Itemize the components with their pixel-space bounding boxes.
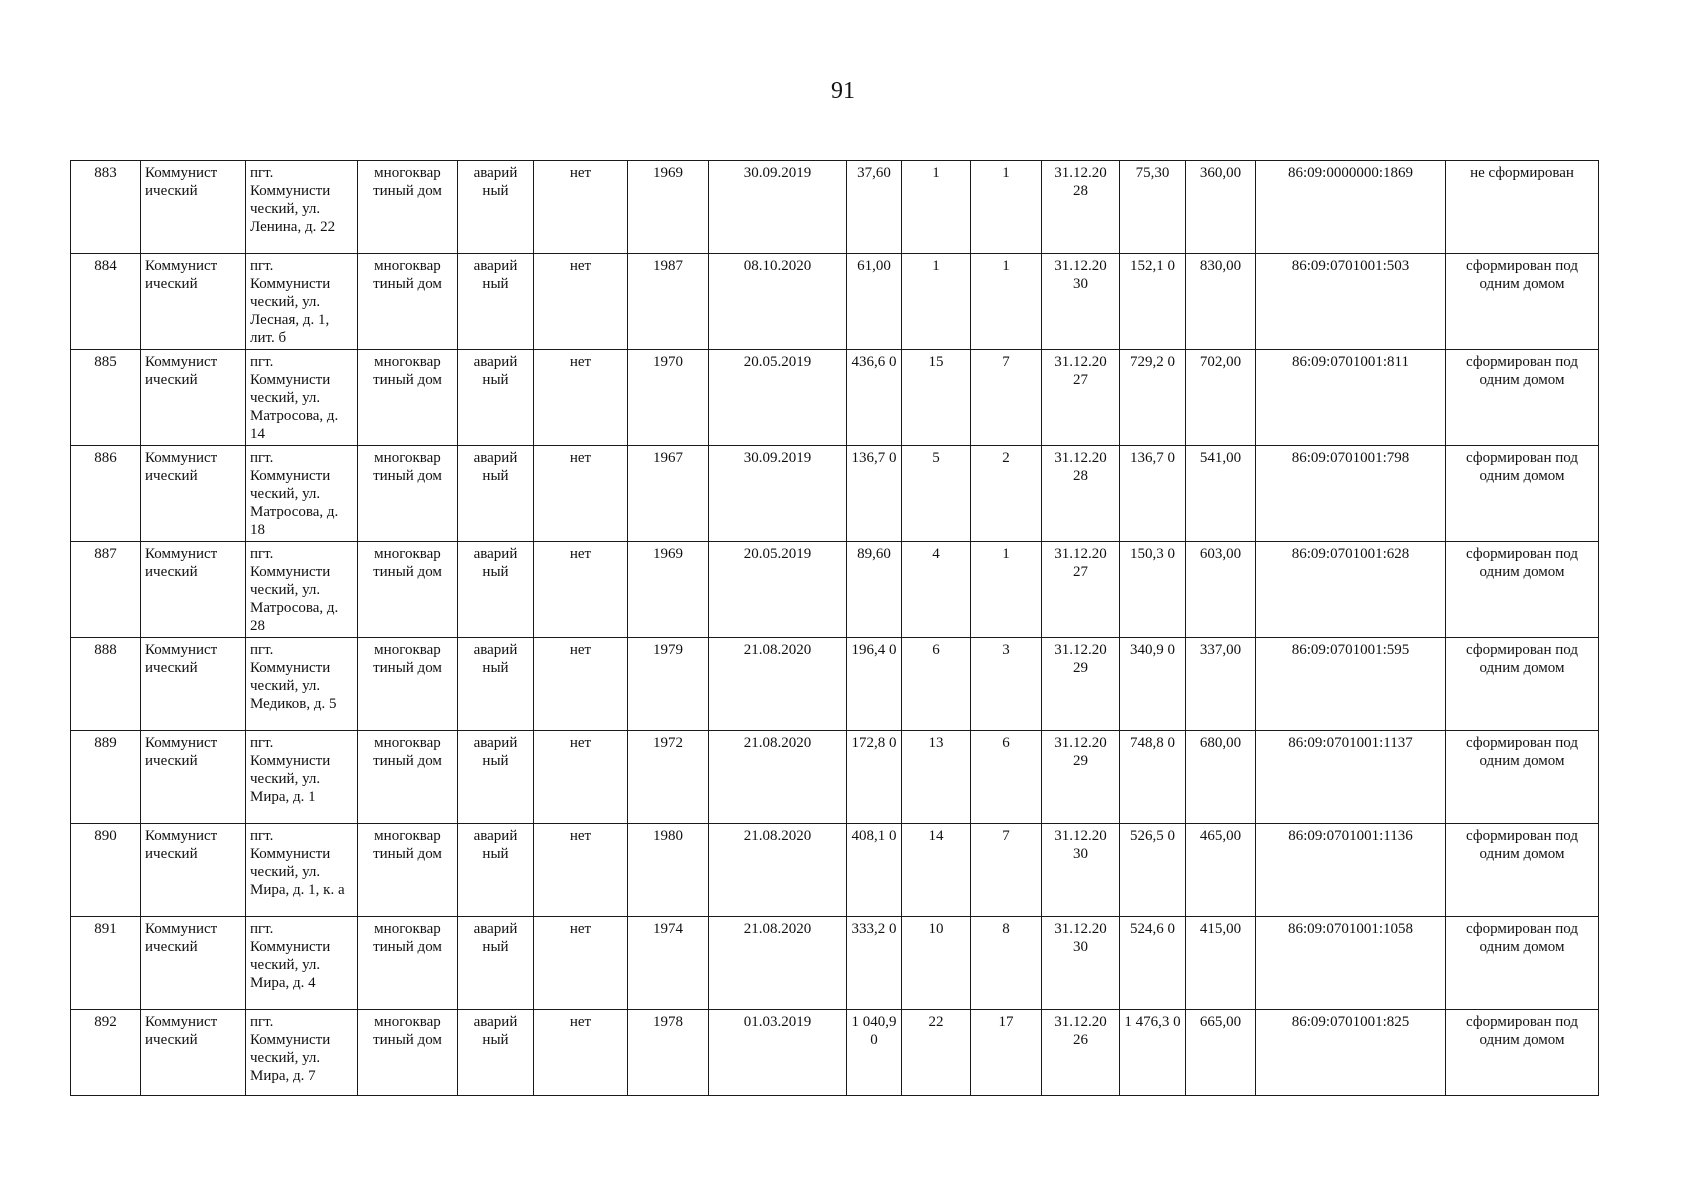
cell-municipality: Коммунист ический <box>141 254 246 350</box>
cell-number: 888 <box>71 638 141 731</box>
cell-cadastral-number: 86:09:0701001:1137 <box>1256 731 1446 824</box>
cell-date: 21.08.2020 <box>709 638 847 731</box>
cell-land-status: сформирован под одним домом <box>1446 350 1599 446</box>
cell-house-type: многоквар тиный дом <box>358 917 458 1010</box>
cell-cadastral-number: 86:09:0701001:595 <box>1256 638 1446 731</box>
cell-area: 436,6 0 <box>847 350 902 446</box>
cell-apartments: 1 <box>971 161 1042 254</box>
cell-year: 1969 <box>628 161 709 254</box>
cell-land-area: 603,00 <box>1186 542 1256 638</box>
cell-cadastral-number: 86:09:0701001:1136 <box>1256 824 1446 917</box>
cell-deadline: 31.12.20 29 <box>1042 638 1120 731</box>
cell-house-type: многоквар тиный дом <box>358 254 458 350</box>
cell-municipality: Коммунист ический <box>141 446 246 542</box>
cell-municipality: Коммунист ический <box>141 1010 246 1096</box>
table-row <box>71 446 1599 542</box>
cell-residents: 22 <box>902 1010 971 1096</box>
table-row <box>71 1010 1599 1096</box>
cell-apartments: 1 <box>971 542 1042 638</box>
table-row <box>71 542 1599 638</box>
cell-land-status: сформирован под одним домом <box>1446 1010 1599 1096</box>
cell-year: 1979 <box>628 638 709 731</box>
cell-land-area: 680,00 <box>1186 731 1256 824</box>
housing-registry-table <box>70 160 1599 1096</box>
cell-residents: 1 <box>902 161 971 254</box>
cell-land-area: 415,00 <box>1186 917 1256 1010</box>
cell-flag: нет <box>534 1010 628 1096</box>
cell-cadastral-number: 86:09:0701001:798 <box>1256 446 1446 542</box>
cell-apartments: 6 <box>971 731 1042 824</box>
cell-apartments: 3 <box>971 638 1042 731</box>
cell-number: 892 <box>71 1010 141 1096</box>
cell-area: 1 040,9 0 <box>847 1010 902 1096</box>
cell-status: аварий ный <box>458 161 534 254</box>
cell-cadastral-number: 86:09:0000000:1869 <box>1256 161 1446 254</box>
cell-address: пгт. Коммунисти ческий, ул. Матросова, д. 18 <box>246 446 358 542</box>
cell-land-area: 337,00 <box>1186 638 1256 731</box>
cell-year: 1972 <box>628 731 709 824</box>
cell-land-area: 360,00 <box>1186 161 1256 254</box>
cell-status: аварий ный <box>458 731 534 824</box>
cell-land-area: 702,00 <box>1186 350 1256 446</box>
cell-municipality: Коммунист ический <box>141 542 246 638</box>
cell-address: пгт. Коммунисти ческий, ул. Лесная, д. 1, лит. б <box>246 254 358 350</box>
cell-municipality: Коммунист ический <box>141 161 246 254</box>
cell-land-status: сформирован под одним домом <box>1446 638 1599 731</box>
cell-land-status: не сформирован <box>1446 161 1599 254</box>
cell-status: аварий ный <box>458 542 534 638</box>
cell-total-area: 150,3 0 <box>1120 542 1186 638</box>
cell-area: 61,00 <box>847 254 902 350</box>
cell-date: 30.09.2019 <box>709 161 847 254</box>
cell-municipality: Коммунист ический <box>141 638 246 731</box>
cell-date: 20.05.2019 <box>709 542 847 638</box>
cell-date: 20.05.2019 <box>709 350 847 446</box>
cell-number: 886 <box>71 446 141 542</box>
cell-year: 1974 <box>628 917 709 1010</box>
cell-year: 1987 <box>628 254 709 350</box>
cell-number: 884 <box>71 254 141 350</box>
table-body <box>71 161 1599 1096</box>
cell-flag: нет <box>534 446 628 542</box>
cell-cadastral-number: 86:09:0701001:825 <box>1256 1010 1446 1096</box>
cell-apartments: 8 <box>971 917 1042 1010</box>
cell-flag: нет <box>534 917 628 1010</box>
cell-house-type: многоквар тиный дом <box>358 731 458 824</box>
cell-total-area: 729,2 0 <box>1120 350 1186 446</box>
cell-apartments: 17 <box>971 1010 1042 1096</box>
cell-total-area: 340,9 0 <box>1120 638 1186 731</box>
cell-flag: нет <box>534 254 628 350</box>
cell-total-area: 75,30 <box>1120 161 1186 254</box>
cell-area: 333,2 0 <box>847 917 902 1010</box>
cell-house-type: многоквар тиный дом <box>358 350 458 446</box>
cell-municipality: Коммунист ический <box>141 350 246 446</box>
cell-area: 196,4 0 <box>847 638 902 731</box>
cell-house-type: многоквар тиный дом <box>358 824 458 917</box>
cell-date: 08.10.2020 <box>709 254 847 350</box>
cell-area: 89,60 <box>847 542 902 638</box>
cell-land-status: сформирован под одним домом <box>1446 917 1599 1010</box>
table-row <box>71 161 1599 254</box>
cell-deadline: 31.12.20 30 <box>1042 824 1120 917</box>
cell-residents: 4 <box>902 542 971 638</box>
cell-flag: нет <box>534 350 628 446</box>
cell-cadastral-number: 86:09:0701001:628 <box>1256 542 1446 638</box>
cell-address: пгт. Коммунисти ческий, ул. Матросова, д. 28 <box>246 542 358 638</box>
cell-number: 885 <box>71 350 141 446</box>
cell-flag: нет <box>534 638 628 731</box>
cell-area: 37,60 <box>847 161 902 254</box>
cell-residents: 15 <box>902 350 971 446</box>
cell-apartments: 1 <box>971 254 1042 350</box>
cell-year: 1970 <box>628 350 709 446</box>
cell-address: пгт. Коммунисти ческий, ул. Мира, д. 1 <box>246 731 358 824</box>
cell-number: 883 <box>71 161 141 254</box>
cell-deadline: 31.12.20 29 <box>1042 731 1120 824</box>
table-row <box>71 824 1599 917</box>
cell-house-type: многоквар тиный дом <box>358 446 458 542</box>
cell-land-area: 830,00 <box>1186 254 1256 350</box>
cell-residents: 6 <box>902 638 971 731</box>
cell-status: аварий ный <box>458 446 534 542</box>
cell-date: 21.08.2020 <box>709 824 847 917</box>
cell-land-status: сформирован под одним домом <box>1446 254 1599 350</box>
cell-status: аварий ный <box>458 917 534 1010</box>
cell-house-type: многоквар тиный дом <box>358 1010 458 1096</box>
cell-house-type: многоквар тиный дом <box>358 638 458 731</box>
cell-house-type: многоквар тиный дом <box>358 542 458 638</box>
cell-land-status: сформирован под одним домом <box>1446 824 1599 917</box>
page-number: 91 <box>831 78 855 104</box>
cell-date: 21.08.2020 <box>709 731 847 824</box>
cell-area: 172,8 0 <box>847 731 902 824</box>
cell-total-area: 1 476,3 0 <box>1120 1010 1186 1096</box>
cell-flag: нет <box>534 731 628 824</box>
cell-address: пгт. Коммунисти ческий, ул. Мира, д. 1, к. а <box>246 824 358 917</box>
cell-municipality: Коммунист ический <box>141 824 246 917</box>
cell-flag: нет <box>534 542 628 638</box>
cell-status: аварий ный <box>458 350 534 446</box>
cell-total-area: 524,6 0 <box>1120 917 1186 1010</box>
cell-flag: нет <box>534 161 628 254</box>
cell-house-type: многоквар тиный дом <box>358 161 458 254</box>
cell-deadline: 31.12.20 26 <box>1042 1010 1120 1096</box>
cell-status: аварий ный <box>458 1010 534 1096</box>
cell-date: 01.03.2019 <box>709 1010 847 1096</box>
table-row <box>71 350 1599 446</box>
cell-year: 1980 <box>628 824 709 917</box>
cell-residents: 13 <box>902 731 971 824</box>
cell-apartments: 7 <box>971 824 1042 917</box>
cell-deadline: 31.12.20 28 <box>1042 446 1120 542</box>
cell-year: 1978 <box>628 1010 709 1096</box>
cell-status: аварий ный <box>458 638 534 731</box>
cell-residents: 5 <box>902 446 971 542</box>
cell-apartments: 2 <box>971 446 1042 542</box>
cell-flag: нет <box>534 824 628 917</box>
cell-cadastral-number: 86:09:0701001:503 <box>1256 254 1446 350</box>
table-row <box>71 731 1599 824</box>
cell-number: 887 <box>71 542 141 638</box>
cell-area: 408,1 0 <box>847 824 902 917</box>
cell-address: пгт. Коммунисти ческий, ул. Матросова, д. 14 <box>246 350 358 446</box>
cell-deadline: 31.12.20 28 <box>1042 161 1120 254</box>
table-row <box>71 638 1599 731</box>
cell-total-area: 748,8 0 <box>1120 731 1186 824</box>
cell-total-area: 152,1 0 <box>1120 254 1186 350</box>
cell-land-status: сформирован под одним домом <box>1446 731 1599 824</box>
cell-deadline: 31.12.20 30 <box>1042 917 1120 1010</box>
cell-land-area: 665,00 <box>1186 1010 1256 1096</box>
cell-land-area: 541,00 <box>1186 446 1256 542</box>
cell-year: 1967 <box>628 446 709 542</box>
cell-date: 21.08.2020 <box>709 917 847 1010</box>
cell-deadline: 31.12.20 27 <box>1042 542 1120 638</box>
cell-cadastral-number: 86:09:0701001:1058 <box>1256 917 1446 1010</box>
cell-address: пгт. Коммунисти ческий, ул. Ленина, д. 22 <box>246 161 358 254</box>
cell-land-status: сформирован под одним домом <box>1446 446 1599 542</box>
cell-number: 891 <box>71 917 141 1010</box>
cell-area: 136,7 0 <box>847 446 902 542</box>
cell-municipality: Коммунист ический <box>141 917 246 1010</box>
cell-land-area: 465,00 <box>1186 824 1256 917</box>
table-row <box>71 917 1599 1010</box>
cell-deadline: 31.12.20 27 <box>1042 350 1120 446</box>
cell-residents: 1 <box>902 254 971 350</box>
cell-apartments: 7 <box>971 350 1042 446</box>
cell-number: 889 <box>71 731 141 824</box>
cell-address: пгт. Коммунисти ческий, ул. Мира, д. 4 <box>246 917 358 1010</box>
cell-number: 890 <box>71 824 141 917</box>
cell-total-area: 136,7 0 <box>1120 446 1186 542</box>
cell-date: 30.09.2019 <box>709 446 847 542</box>
cell-status: аварий ный <box>458 254 534 350</box>
table-row <box>71 254 1599 350</box>
cell-land-status: сформирован под одним домом <box>1446 542 1599 638</box>
cell-address: пгт. Коммунисти ческий, ул. Медиков, д. 5 <box>246 638 358 731</box>
cell-municipality: Коммунист ический <box>141 731 246 824</box>
cell-residents: 10 <box>902 917 971 1010</box>
cell-deadline: 31.12.20 30 <box>1042 254 1120 350</box>
cell-address: пгт. Коммунисти ческий, ул. Мира, д. 7 <box>246 1010 358 1096</box>
cell-cadastral-number: 86:09:0701001:811 <box>1256 350 1446 446</box>
cell-total-area: 526,5 0 <box>1120 824 1186 917</box>
cell-status: аварий ный <box>458 824 534 917</box>
cell-residents: 14 <box>902 824 971 917</box>
cell-year: 1969 <box>628 542 709 638</box>
